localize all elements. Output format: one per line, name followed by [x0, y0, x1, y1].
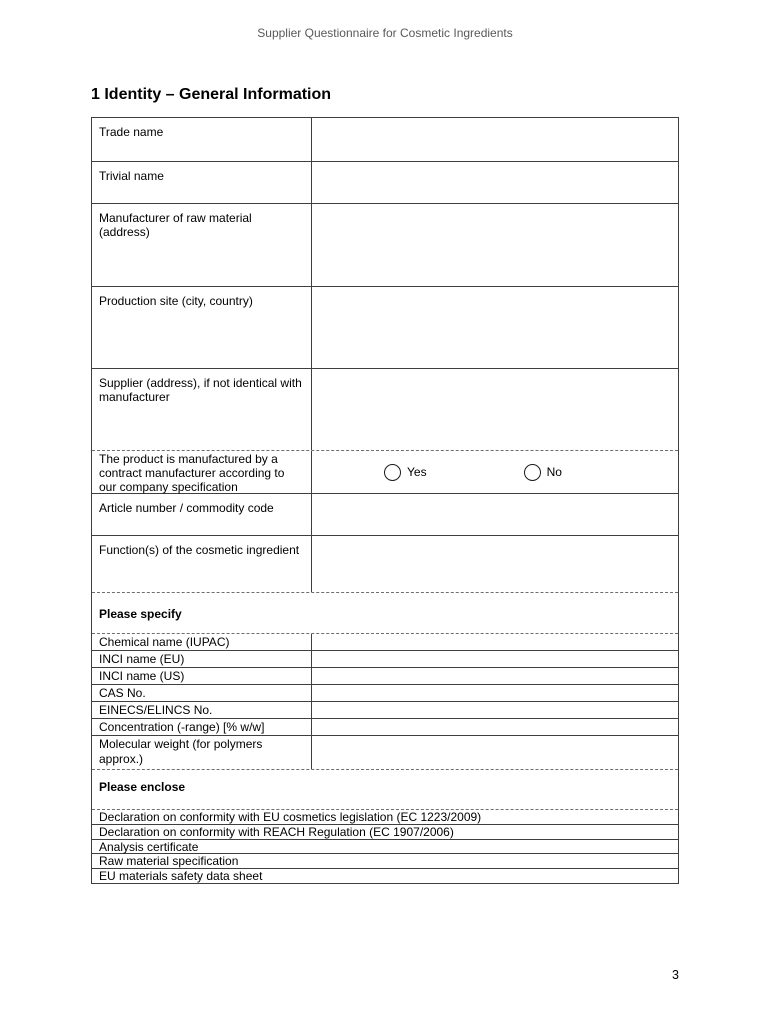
field-input-molecular-weight[interactable]: [312, 736, 678, 769]
field-label-chemical-name: Chemical name (IUPAC): [92, 634, 312, 650]
yes-option-label: Yes: [407, 465, 427, 479]
field-input-functions[interactable]: [312, 536, 678, 592]
page-number: 3: [672, 968, 679, 982]
table-row-declaration-eu: [92, 809, 678, 824]
field-label-inci-name-eu: INCI name (EU): [92, 651, 312, 667]
table-row-please-specify: [92, 592, 678, 633]
field-input-chemical-name[interactable]: [312, 634, 678, 650]
table-row-analysis-certificate: [92, 839, 678, 853]
field-input-trivial-name[interactable]: [312, 162, 678, 203]
field-label-cas-no: CAS No.: [92, 685, 312, 701]
field-label-trade-name: Trade name: [92, 118, 312, 161]
no-radio-button[interactable]: [524, 464, 541, 481]
no-option: [524, 464, 562, 481]
field-label-molecular-weight: Molecular weight (for polymers approx.): [92, 736, 312, 769]
document-header: Supplier Questionnaire for Cosmetic Ingredients: [257, 26, 513, 40]
table-row-please-enclose: [92, 769, 678, 809]
table-row-chemical-name: [92, 633, 678, 650]
table-row-trivial-name: [92, 161, 678, 203]
field-label-article-number: Article number / commodity code: [92, 494, 312, 535]
field-label-manufacturer: Manufacturer of raw material (address): [92, 204, 312, 286]
table-row-article-number: [92, 493, 678, 535]
table-row-contract-manufacturer: [92, 450, 678, 493]
enclosure-item-declaration-reach: Declaration on conformity with REACH Regulation (EC 1907/2006): [99, 825, 454, 839]
enclosure-item-safety-data-sheet: EU materials safety data sheet: [99, 869, 263, 883]
field-label-trivial-name: Trivial name: [92, 162, 312, 203]
table-row-trade-name: [92, 118, 678, 161]
table-row-einecs-no: [92, 701, 678, 718]
table-row-concentration: [92, 718, 678, 735]
table-row-raw-material-spec: [92, 853, 678, 868]
field-label-inci-name-us: INCI name (US): [92, 668, 312, 684]
field-input-inci-name-us[interactable]: [312, 668, 678, 684]
field-label-supplier: Supplier (address), if not identical with manufacturer: [92, 369, 312, 450]
table-row-molecular-weight: [92, 735, 678, 769]
table-row-cas-no: [92, 684, 678, 701]
field-input-trade-name[interactable]: [312, 118, 678, 161]
field-input-cas-no[interactable]: [312, 685, 678, 701]
enclosure-item-raw-material-spec: Raw material specification: [99, 854, 239, 868]
field-label-concentration: Concentration (-range) [% w/w]: [92, 719, 312, 735]
table-row-manufacturer: [92, 203, 678, 286]
table-row-functions: [92, 535, 678, 592]
field-label-production-site: Production site (city, country): [92, 287, 312, 368]
field-input-supplier[interactable]: [312, 369, 678, 450]
field-label-functions: Function(s) of the cosmetic ingredient: [92, 536, 312, 592]
field-input-production-site[interactable]: [312, 287, 678, 368]
yes-option: [384, 464, 427, 481]
field-input-einecs-no[interactable]: [312, 702, 678, 718]
table-row-inci-name-us: [92, 667, 678, 684]
table-row-inci-name-eu: [92, 650, 678, 667]
field-input-manufacturer[interactable]: [312, 204, 678, 286]
no-option-label: No: [546, 465, 562, 479]
yes-radio-button[interactable]: [384, 464, 401, 481]
subsection-heading-please-specify: Please specify: [99, 607, 182, 621]
table-row-production-site: [92, 286, 678, 368]
table-row-supplier: [92, 368, 678, 450]
contract-manufacturer-options: [312, 451, 678, 493]
enclosure-item-declaration-eu: Declaration on conformity with EU cosmetics legislation (EC 1223/2009): [99, 810, 482, 824]
section-title: 1 Identity – General Information: [91, 86, 332, 103]
table-row-declaration-reach: [92, 824, 678, 839]
field-input-inci-name-eu[interactable]: [312, 651, 678, 667]
table-row-safety-data-sheet: [92, 868, 678, 883]
enclosure-item-analysis-certificate: Analysis certificate: [99, 840, 199, 854]
field-label-contract-manufacturer: The product is manufactured by a contract manufacturer according to our company specification: [92, 451, 312, 493]
field-input-article-number[interactable]: [312, 494, 678, 535]
subsection-heading-please-enclose: Please enclose: [99, 780, 186, 794]
field-label-einecs-no: EINECS/ELINCS No.: [92, 702, 312, 718]
field-input-concentration[interactable]: [312, 719, 678, 735]
identity-form-table: [91, 117, 679, 884]
